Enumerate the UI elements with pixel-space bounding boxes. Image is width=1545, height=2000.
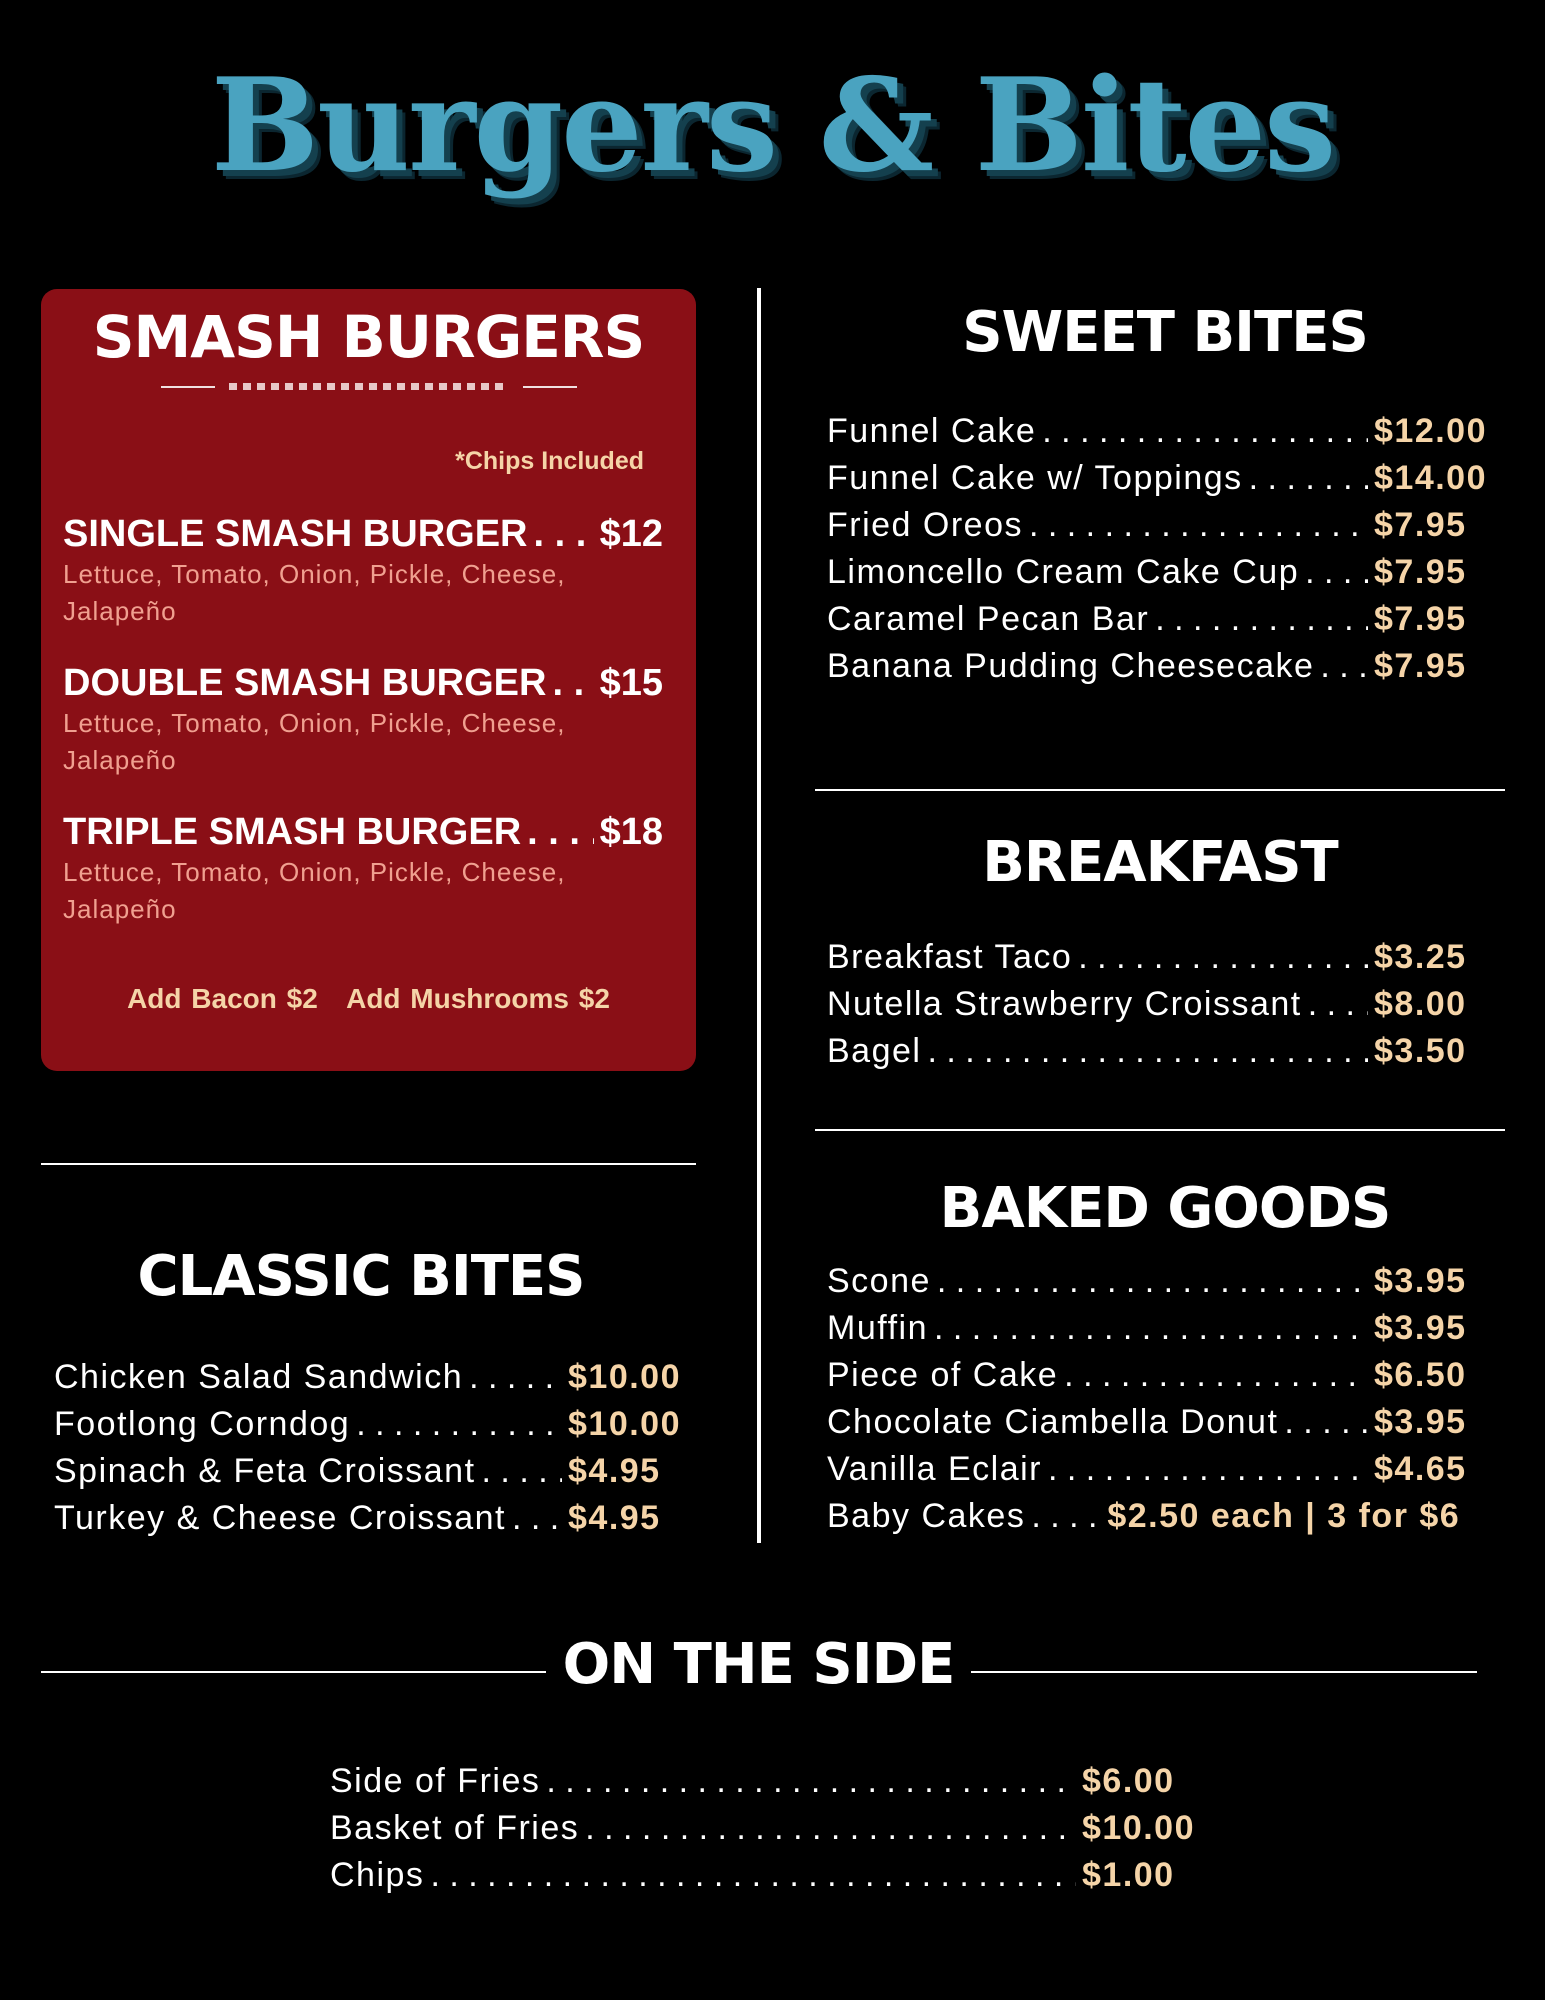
menu-item: Baby Cakes . . . $2.50 each | 3 for $6 <box>827 1493 1492 1540</box>
burger-item <box>63 662 663 779</box>
burger-name: DOUBLE SMASH BURGER <box>63 662 547 704</box>
menu-item: Side of Fries . . . $6.00 <box>330 1758 1200 1805</box>
smash-burgers-card <box>41 289 696 1071</box>
sweet-bites-heading: SWEET BITES <box>962 300 1368 365</box>
burger-price: $15 <box>599 662 663 704</box>
menu-item: Turkey & Cheese Croissant . . . $4.95 <box>54 1495 686 1542</box>
burger-item <box>63 513 663 630</box>
on-the-side-heading: ON THE SIDE <box>562 1632 955 1697</box>
burger-name: TRIPLE SMASH BURGER <box>63 811 522 853</box>
right-section-divider <box>815 789 1505 791</box>
menu-item: Vanilla Eclair . . . $4.65 <box>827 1446 1492 1493</box>
menu-item: Muffin . . . $3.95 <box>827 1305 1492 1352</box>
menu-item: Footlong Corndog . . . $10.00 <box>54 1401 686 1448</box>
menu-item: Bagel . . . $3.50 <box>827 1028 1492 1075</box>
menu-item: Piece of Cake . . . $6.50 <box>827 1352 1492 1399</box>
menu-item: Banana Pudding Cheesecake . . . $7.95 <box>827 643 1492 690</box>
breakfast-heading: BREAKFAST <box>982 830 1338 895</box>
burger-price: $12 <box>599 513 663 555</box>
burger-price: $18 <box>599 811 663 853</box>
menu-item: Nutella Strawberry Croissant . . . $8.00 <box>827 981 1492 1028</box>
heading-divider <box>41 383 696 390</box>
burger-name: SINGLE SMASH BURGER <box>63 513 528 555</box>
right-section-divider <box>815 1129 1505 1131</box>
menu-item: Caramel Pecan Bar . . . $7.95 <box>827 596 1492 643</box>
side-heading-rule-left <box>41 1671 546 1673</box>
burger-description: Lettuce, Tomato, Onion, Pickle, Cheese, Jalapeño <box>63 559 566 626</box>
center-divider <box>757 288 761 1543</box>
menu-title: Burgers & Bites <box>210 51 1335 201</box>
menu-item: Funnel Cake w/ Toppings . . . $14.00 <box>827 455 1492 502</box>
smash-burgers-heading: SMASH BURGERS <box>92 303 645 371</box>
burger-item <box>63 811 663 928</box>
addon-mushrooms: Add Mushrooms $2 <box>346 983 610 1014</box>
classic-bites-list <box>54 1354 686 1542</box>
menu-item: Scone . . . $3.95 <box>827 1258 1492 1305</box>
side-heading-rule-right <box>971 1671 1477 1673</box>
on-the-side-list <box>330 1758 1200 1899</box>
breakfast-list <box>827 934 1492 1075</box>
chips-included-note: *Chips Included <box>455 447 644 475</box>
menu-item: Fried Oreos . . . $7.95 <box>827 502 1492 549</box>
burger-description: Lettuce, Tomato, Onion, Pickle, Cheese, Jalapeño <box>63 708 566 775</box>
menu-item: Spinach & Feta Croissant . . . $4.95 <box>54 1448 686 1495</box>
menu-item: Chips . . . $1.00 <box>330 1852 1200 1899</box>
menu-item: Basket of Fries . . . $10.00 <box>330 1805 1200 1852</box>
burger-description: Lettuce, Tomato, Onion, Pickle, Cheese, Jalapeño <box>63 857 566 924</box>
menu-item: Breakfast Taco . . . $3.25 <box>827 934 1492 981</box>
menu-item: Funnel Cake . . . $12.00 <box>827 408 1492 455</box>
menu-item: Chocolate Ciambella Donut . . . $3.95 <box>827 1399 1492 1446</box>
addon-bacon: Add Bacon $2 <box>127 983 318 1014</box>
sweet-bites-list <box>827 408 1492 690</box>
burger-addons <box>41 983 696 1015</box>
menu-item: Limoncello Cream Cake Cup . . . $7.95 <box>827 549 1492 596</box>
left-section-divider <box>41 1163 696 1165</box>
classic-bites-heading: CLASSIC BITES <box>137 1244 585 1309</box>
baked-goods-heading: BAKED GOODS <box>939 1176 1391 1241</box>
baked-goods-list <box>827 1258 1492 1540</box>
menu-item: Chicken Salad Sandwich . . . $10.00 <box>54 1354 686 1401</box>
